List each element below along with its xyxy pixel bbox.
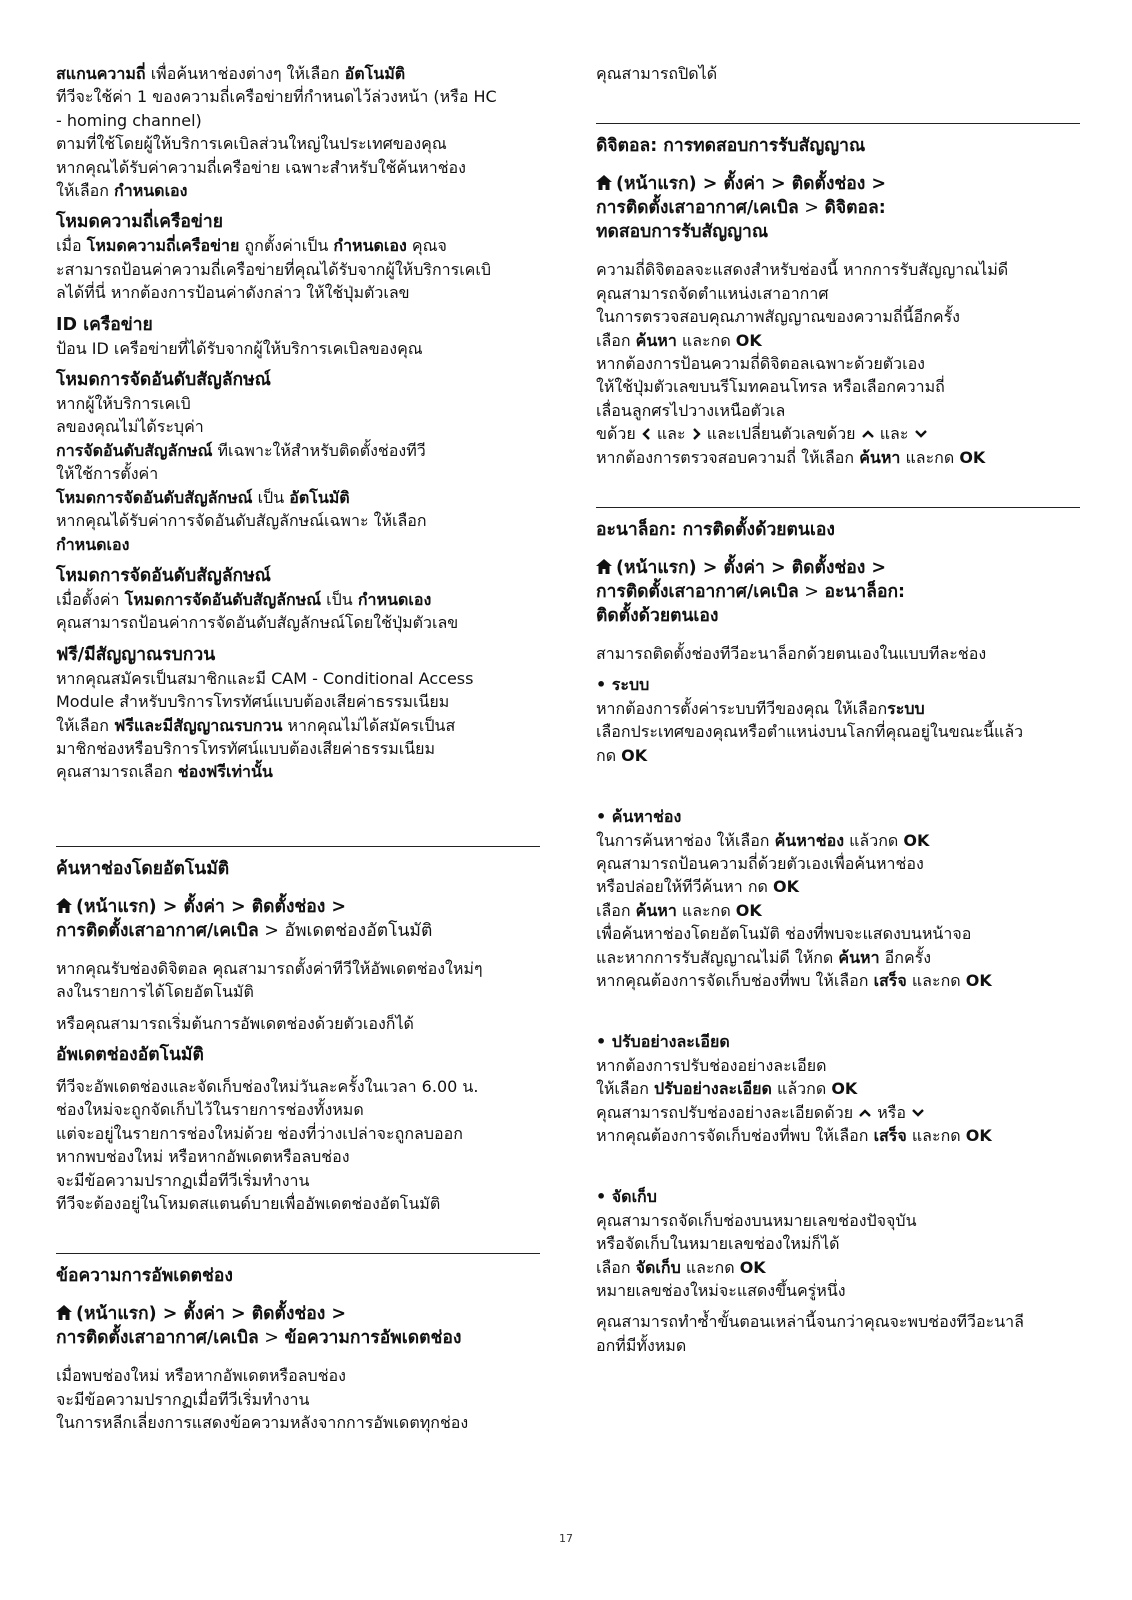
breadcrumb-text: > อัพเดตช่องอัตโนมัติ: [258, 920, 433, 941]
text-line: จะมีข้อความปรากฏเมื่อทีวีเริ่มทำงาน: [56, 1389, 310, 1409]
breadcrumb: [56, 895, 540, 919]
text-line: [596, 446, 1080, 469]
text-line: หากผู้ให้บริการเคเบิ: [56, 394, 191, 414]
text-line: [596, 329, 1080, 352]
text-line: ทีวีจะอัพเดตช่องและจัดเก็บช่องใหม่วันละครั้งในเวลา 6.00 น.: [56, 1076, 479, 1096]
section-divider: [596, 123, 1080, 124]
chevron-up-icon: [858, 1107, 872, 1119]
breadcrumb-text: >: [798, 198, 825, 219]
home-icon: [56, 1305, 72, 1320]
text-line: หากพบช่องใหม่ หรือหากอัพเดตหรือลบช่อง: [56, 1147, 350, 1167]
text-line: [596, 744, 1080, 767]
text-line: [596, 697, 1080, 720]
text-line: - homing channel): [56, 110, 202, 130]
text-line: หากคุณได้รับค่าความถี่เครือข่าย เฉพาะสำหรับใช้ค้นหาช่อง: [56, 157, 466, 177]
breadcrumb-text: ข้อความการอัพเดตช่อง: [284, 1328, 462, 1349]
text-line: ให้ใช้การตั้งค่า: [56, 464, 159, 484]
right-column: [596, 62, 1080, 1357]
breadcrumb: ติดตั้งด้วยตนเอง: [596, 606, 719, 627]
text-line: ลงในรายการได้โดยอัตโนมัติ: [56, 982, 254, 1002]
text: และกด: [906, 1125, 966, 1145]
text-line: ทีวีจะต้องอยู่ในโหมดสแตนด์บายเพื่ออัพเดตช่องอัตโนมัติ: [56, 1194, 441, 1213]
text-line: คุณสามารถปิดได้: [596, 64, 718, 83]
breadcrumb-text: การติดตั้งเสาอากาศ/เคเบิล: [596, 582, 799, 603]
auto-update-heading: อัพเดตช่องอัตโนมัติ: [56, 1044, 204, 1065]
breadcrumb-text: การติดตั้งเสาอากาศ/เคเบิล: [56, 1328, 259, 1349]
text-line: [596, 946, 1080, 969]
text: แล้วกด: [844, 830, 904, 850]
text-line: [596, 1124, 1080, 1147]
chevron-left-icon: [641, 428, 652, 440]
term: OK: [965, 1125, 992, 1145]
text-line: แต่จะอยู่ในรายการช่องใหม่ด้วย ช่องที่ว่างเปล่าจะถูกลบออก: [56, 1123, 463, 1143]
text-line: [596, 1077, 1080, 1100]
section-divider: [596, 507, 1080, 508]
text: หากต้องการตั้งค่าระบบทีวีของคุณ ให้เลือก: [596, 698, 888, 718]
term: โหมดการจัดอันดับสัญลักษณ์: [56, 487, 253, 507]
text: และกด: [680, 1257, 740, 1277]
text: และ: [874, 424, 914, 444]
term: ปรับอย่างละเอียด: [654, 1079, 772, 1099]
breadcrumb-text: ดิจิตอล:: [824, 198, 886, 219]
text-line: หากคุณได้รับค่าการจัดอันดับสัญลักษณ์เฉพาะ ให้เลือก: [56, 511, 427, 531]
text: ทีเฉพาะให้สำหรับติดตั้งช่องทีวี: [212, 440, 426, 460]
term: กำหนดเอง: [357, 589, 432, 609]
text: แล้วกด: [771, 1079, 832, 1099]
text-line: ลได้ที่นี่ หากต้องการป้อนค่าดังกล่าว ให้ใช้ปุ่มตัวเลข: [56, 283, 410, 303]
text: คุณสามารถปรับช่องอย่างละเอียดด้วย: [596, 1102, 859, 1122]
free-scrambled-heading: ฟรี/มีสัญญาณรบกวน: [56, 644, 216, 665]
breadcrumb: [596, 556, 1080, 580]
text-line: ลของคุณไม่ได้ระบุค่า: [56, 417, 204, 437]
network-id-heading: ID เครือข่าย: [56, 314, 153, 335]
term: ค้นหา: [838, 947, 880, 967]
analog-manual-title: อะนาล็อก: การติดตั้งด้วยตนเอง: [596, 520, 835, 541]
breadcrumb-text: (หน้าแรก) > ตั้งค่า > ติดตั้งช่อง >: [616, 558, 887, 579]
text-line: สามารถติดตั้งช่องทีวีอะนาล็อกด้วยตนเองในแบบทีละช่อง: [596, 644, 987, 664]
text-line: [596, 829, 1080, 852]
text-line: [56, 588, 540, 611]
term: โหมดการจัดอันดับสัญลักษณ์: [124, 589, 322, 609]
text: และกด: [676, 900, 736, 920]
breadcrumb-text: >: [258, 1328, 285, 1349]
update-message-title: ข้อความการอัพเดตช่อง: [56, 1266, 233, 1287]
text-line: เมื่อพบช่องใหม่ หรือหากอัพเดตหรือลบช่อง: [56, 1366, 346, 1386]
text: และกด: [676, 330, 736, 350]
text: เมื่อตั้งค่า: [56, 589, 125, 609]
breadcrumb-text: อะนาล็อก:: [824, 582, 906, 603]
text-line: [596, 899, 1080, 922]
breadcrumb: [596, 172, 1080, 196]
term: OK: [621, 745, 648, 765]
scan-freq-term: สแกนความถี่: [56, 64, 146, 83]
text-line: หากคุณสมัครเป็นสมาชิกและมี CAM - Conditional Access: [56, 668, 474, 688]
text: และกด: [906, 970, 966, 990]
breadcrumb-text: การติดตั้งเสาอากาศ/เคเบิล: [596, 198, 799, 219]
text: คุณสามารถเลือก: [56, 762, 178, 782]
system-heading: • ระบบ: [596, 675, 650, 695]
home-icon: [596, 175, 612, 190]
text-line: หากต้องการป้อนความถี่ดิจิตอลเฉพาะด้วยตัวเอง: [596, 354, 925, 374]
term: อัตโนมัติ: [289, 487, 350, 507]
text: เลือก: [596, 1257, 636, 1277]
term: โหมดความถี่เครือข่าย: [86, 236, 240, 256]
breadcrumb-text: การติดตั้งเสาอากาศ/เคเบิล: [56, 920, 259, 941]
text-line: หากคุณรับช่องดิจิตอล คุณสามารถตั้งค่าทีวีให้อัพเดตช่องใหม่ๆ: [56, 958, 483, 978]
term: OK: [831, 1079, 858, 1099]
left-column: [56, 62, 540, 1435]
text: หากคุณต้องการจัดเก็บช่องที่พบ ให้เลือก: [596, 1125, 874, 1145]
term: OK: [903, 830, 930, 850]
breadcrumb-text: >: [798, 582, 825, 603]
term: ฟรีและมีสัญญาณรบกวน: [114, 715, 283, 735]
term: OK: [773, 877, 800, 897]
text-line: หรือคุณสามารถเริ่มต้นการอัพเดตช่องด้วยตัวเองก็ได้: [56, 1013, 414, 1033]
text-line: เลือกประเทศของคุณหรือตำแหน่งบนโลกที่คุณอยู่ในขณะนี้แล้ว: [596, 722, 1024, 742]
section-divider: [56, 1253, 540, 1254]
text-line: ในการหลีกเลี่ยงการแสดงข้อความหลังจากการอัพเดตทุกช่อง: [56, 1413, 469, 1433]
text-line: [596, 969, 1080, 992]
text: ถูกตั้งค่าเป็น: [239, 236, 334, 256]
text-line: [596, 875, 1080, 898]
auto-term: อัตโนมัติ: [344, 64, 406, 83]
auto-search-title: ค้นหาช่องโดยอัตโนมัติ: [56, 858, 230, 879]
term: ค้นหาช่อง: [774, 830, 845, 850]
breadcrumb: [596, 196, 1080, 220]
breadcrumb-text: (หน้าแรก) > ตั้งค่า > ติดตั้งช่อง >: [76, 1304, 347, 1325]
text: เลือก: [596, 900, 636, 920]
term: OK: [959, 447, 986, 467]
text: คุณจ: [406, 236, 447, 256]
text: ให้เลือก: [56, 181, 115, 201]
text: ขด้วย: [596, 424, 641, 444]
text: อีกครั้ง: [879, 947, 932, 967]
text: หรือปล่อยให้ทีวีค้นหา กด: [596, 877, 774, 897]
text-line: ให้ใช้ปุ่มตัวเลขบนรีโมทคอนโทรล หรือเลือกความถี่: [596, 377, 945, 397]
text: ให้เลือก: [56, 715, 115, 735]
text: กด: [596, 745, 622, 765]
breadcrumb-text: (หน้าแรก) > ตั้งค่า > ติดตั้งช่อง >: [76, 896, 347, 917]
breadcrumb: [56, 1302, 540, 1326]
symbol-mode-heading: โหมดการจัดอันดับสัญลักษณ์: [56, 370, 271, 391]
net-freq-mode-heading: โหมดความถี่เครือข่าย: [56, 212, 223, 233]
chevron-down-icon: [911, 1107, 925, 1119]
text-line: หากต้องการปรับช่องอย่างละเอียด: [596, 1055, 827, 1075]
text-line: [596, 422, 1080, 445]
breadcrumb: [56, 919, 540, 943]
term: ค้นหา: [635, 900, 677, 920]
term: เสร็จ: [873, 1125, 907, 1145]
fine-tune-heading: • ปรับอย่างละเอียด: [596, 1032, 730, 1052]
term: ค้นหา: [859, 447, 901, 467]
breadcrumb: [56, 1326, 540, 1350]
find-channel-heading: • ค้นหาช่อง: [596, 807, 682, 827]
home-icon: [56, 898, 72, 913]
term: ค้นหา: [635, 330, 677, 350]
digital-test-title: ดิจิตอล: การทดสอบการรับสัญญาณ: [596, 136, 866, 157]
text-line: ะสามารถป้อนค่าความถี่เครือข่ายที่คุณได้รับจากผู้ให้บริการเคเบิ: [56, 259, 491, 279]
term: เสร็จ: [873, 970, 907, 990]
text-line: ช่องใหม่จะถูกจัดเก็บไว้ในรายการช่องทั้งหมด: [56, 1100, 364, 1120]
text-line: [56, 234, 540, 257]
text-line: [56, 486, 540, 509]
term: OK: [735, 330, 762, 350]
text: เลือก: [596, 330, 636, 350]
page-number: 17: [559, 1532, 573, 1545]
term: OK: [735, 900, 762, 920]
store-heading: • จัดเก็บ: [596, 1187, 657, 1207]
text-line: ความถี่ดิจิตอลจะแสดงสำหรับช่องนี้ หากการรับสัญญาณไม่ดี: [596, 260, 1009, 280]
text-line: [596, 1101, 1080, 1124]
chevron-down-icon: [914, 428, 928, 440]
text: และเปลี่ยนตัวเลขด้วย: [701, 424, 861, 444]
text-line: คุณสามารถป้อนความถี่ด้วยตัวเองเพื่อค้นหาช่อง: [596, 853, 924, 873]
text: หากคุณไม่ได้สมัครเป็นส: [282, 715, 456, 735]
breadcrumb: [596, 580, 1080, 604]
text-line: คุณสามารถป้อนค่าการจัดอันดับสัญลักษณ์โดยใช้ปุ่มตัวเลข: [56, 613, 459, 633]
text: และหากการรับสัญญาณไม่ดี ให้กด: [596, 947, 839, 967]
text: หากต้องการตรวจสอบความถี่ ให้เลือก: [596, 447, 860, 467]
term: การจัดอันดับสัญลักษณ์: [56, 440, 213, 460]
text-line: หรือจัดเก็บในหมายเลขช่องใหม่ก็ได้: [596, 1234, 840, 1254]
text: เป็น: [252, 487, 290, 507]
text: และกด: [900, 447, 960, 467]
text: ให้เลือก: [596, 1079, 655, 1099]
text-line: จะมีข้อความปรากฏเมื่อทีวีเริ่มทำงาน: [56, 1170, 310, 1190]
text-line: [56, 439, 540, 462]
text: หากคุณต้องการจัดเก็บช่องที่พบ ให้เลือก: [596, 970, 874, 990]
text-line: [596, 1256, 1080, 1279]
text-line: ทีวีจะใช้ค่า 1 ของความถี่เครือข่ายที่กำหนดไว้ล่วงหน้า (หรือ HC: [56, 87, 497, 107]
breadcrumb-text: (หน้าแรก) > ตั้งค่า > ติดตั้งช่อง >: [616, 174, 887, 195]
text-line: คุณสามารถจัดเก็บช่องบนหมายเลขช่องปัจจุบัน: [596, 1210, 917, 1230]
term: กำหนดเอง: [333, 236, 407, 256]
text: เมื่อ: [56, 236, 87, 256]
section-divider: [56, 846, 540, 847]
term: OK: [965, 970, 992, 990]
text-line: ในการตรวจสอบคุณภาพสัญญาณของความถี่นี้อีกครั้ง: [596, 307, 960, 327]
breadcrumb: ทดสอบการรับสัญญาณ: [596, 222, 769, 243]
text-line: [56, 714, 540, 737]
text: ในการค้นหาช่อง ให้เลือก: [596, 830, 775, 850]
text-line: คุณสามารถทำซ้ำขั้นตอนเหล่านี้จนกว่าคุณจะพบช่องทีวีอะนาลี: [596, 1312, 1024, 1332]
home-icon: [596, 559, 612, 574]
text-line: ตามที่ใช้โดยผู้ให้บริการเคเบิลส่วนใหญ่ในประเทศของคุณ: [56, 134, 447, 154]
term-line: กำหนดเอง: [56, 534, 130, 554]
term: OK: [739, 1257, 766, 1277]
text-line: คุณสามารถจัดตำแหน่งเสาอากาศ: [596, 283, 829, 303]
symbol-mode-heading-2: โหมดการจัดอันดับสัญลักษณ์: [56, 565, 271, 586]
text-line: เพื่อค้นหาช่องโดยอัตโนมัติ ช่องที่พบจะแสดงบนหน้าจอ: [596, 924, 972, 944]
text: หรือ: [872, 1102, 912, 1122]
text-line: ป้อน ID เครือข่ายที่ได้รับจากผู้ให้บริการเคเบิลของคุณ: [56, 338, 423, 358]
text-line: อกที่มีทั้งหมด: [596, 1335, 687, 1355]
term: จัดเก็บ: [635, 1257, 681, 1277]
text: และ: [651, 424, 691, 444]
chevron-up-icon: [861, 428, 875, 440]
term: ช่องฟรีเท่านั้น: [177, 762, 273, 782]
text-line: [56, 179, 540, 202]
text: เพื่อค้นหาช่องต่างๆ ให้เลือก: [145, 64, 345, 83]
text-line: เลื่อนลูกศรไปวางเหนือตัวเล: [596, 400, 786, 420]
text-line: มาชิกช่องหรือบริการโทรทัศน์แบบต้องเสียค่าธรรมเนียม: [56, 738, 436, 758]
text-line: [56, 760, 540, 783]
term: ระบบ: [887, 698, 925, 718]
text: เป็น: [321, 589, 358, 609]
chevron-right-icon: [691, 428, 702, 440]
scan-freq-line: [56, 62, 540, 85]
text-line: Module สำหรับบริการโทรทัศน์แบบต้องเสียค่าธรรมเนียม: [56, 692, 450, 712]
text-line: หมายเลขช่องใหม่จะแสดงขึ้นครู่หนึ่ง: [596, 1281, 846, 1300]
manual-term: กำหนดเอง: [114, 181, 188, 201]
